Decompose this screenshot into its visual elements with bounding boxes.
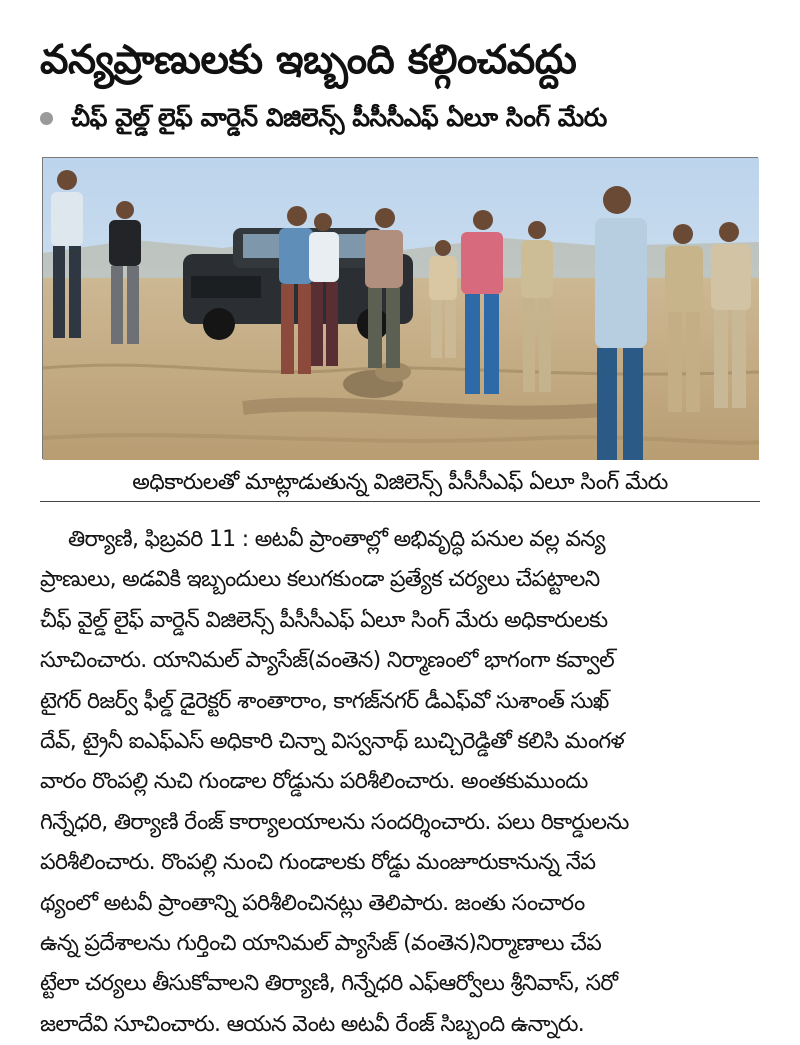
article-line: తిర్యాణి, ఫిబ్రవరి 11 : అటవీ ప్రాంతాల్లో అభివృద్ధి పనుల వల్ల వన్య xyxy=(68,527,605,552)
article-line: థ్యంలో అటవీ ప్రాంతాన్ని పరిశీలించినట్లు తెలిపారు. జంతు సంచారం xyxy=(40,890,585,916)
photo-caption: అధికారులతో మాట్లాడుతున్న విజిలెన్స్ పీసీసీఎఫ్ ఏలూ సింగ్ మేరు xyxy=(40,465,760,502)
article-line: చీఫ్ వైల్డ్ లైఫ్ వార్డెన్ విజిలెన్స్ పీసీసీఎఫ్ ఏలూ సింగ్ మేరు అధికారులకు xyxy=(40,607,608,633)
article-line: ట్టేలా చర్యలు తీసుకోవాలని తిర్యాణి, గిన్నేధరి ఎఫ్ఆర్వోలు శ్రీనివాస్, సరో xyxy=(40,971,618,997)
article-body xyxy=(40,520,760,1037)
article-line: ఉన్న ప్రదేశాలను గుర్తించి యానిమల్ ప్యాసేజ్ (వంతెన)నిర్మాణాలు చేప xyxy=(40,930,602,956)
photo-illustration xyxy=(43,158,759,460)
article-line: గిన్నేధరి, తిర్యాణి రేంజ్ కార్యాలయాలను సందర్శించారు. పలు రికార్డులను xyxy=(40,809,629,835)
news-photo xyxy=(42,157,758,459)
article-line: జలాదేవి సూచించారు. ఆయన వెంట అటవీ రేంజ్ సిబ్బంది ఉన్నారు. xyxy=(40,1011,585,1037)
article-line: వారం రొంపల్లి నుచి గుండాల రోడ్డును పరిశీలించారు. అంతకుముందు xyxy=(40,769,588,795)
subheadline xyxy=(40,98,780,138)
article-line: దేవ్, ట్రైనీ ఐఎఫ్ఎస్ అధికారి చిన్నా విస్వనాథ్ బుచ్చిరెడ్డితో కలిసి మంగళ xyxy=(40,728,625,754)
subheadline-text: చీఫ్ వైల్డ్ లైఫ్ వార్డెన్ విజిలెన్స్ పీసీసీఎఫ్ ఏలూ సింగ్ మేరు xyxy=(71,103,607,132)
article-line: ప్రాణులు, అడవికి ఇబ్బందులు కలుగకుండా ప్రత్యేక చర్యలు చేపట్టాలని xyxy=(40,567,600,593)
bullet-icon xyxy=(40,112,53,125)
article-line: పరిశీలించారు. రొంపల్లి నుంచి గుండాలకు రోడ్డు మంజూరుకానున్న నేప xyxy=(40,850,596,876)
article-line: సూచించారు. యానిమల్ ప్యాసేజ్(వంతెన) నిర్మాణంలో భాగంగా కవ్వాల్ xyxy=(40,648,615,674)
article-line: టైగర్ రిజర్వ్ ఫీల్డ్ డైరెక్టర్ శాంతారాం, కాగజ్‌నగర్ డీఎఫ్‌వో సుశాంత్ సుఖ్ xyxy=(40,688,609,714)
headline: వన్యప్రాణులకు ఇబ్బంది కల్గించవద్దు xyxy=(40,37,577,83)
